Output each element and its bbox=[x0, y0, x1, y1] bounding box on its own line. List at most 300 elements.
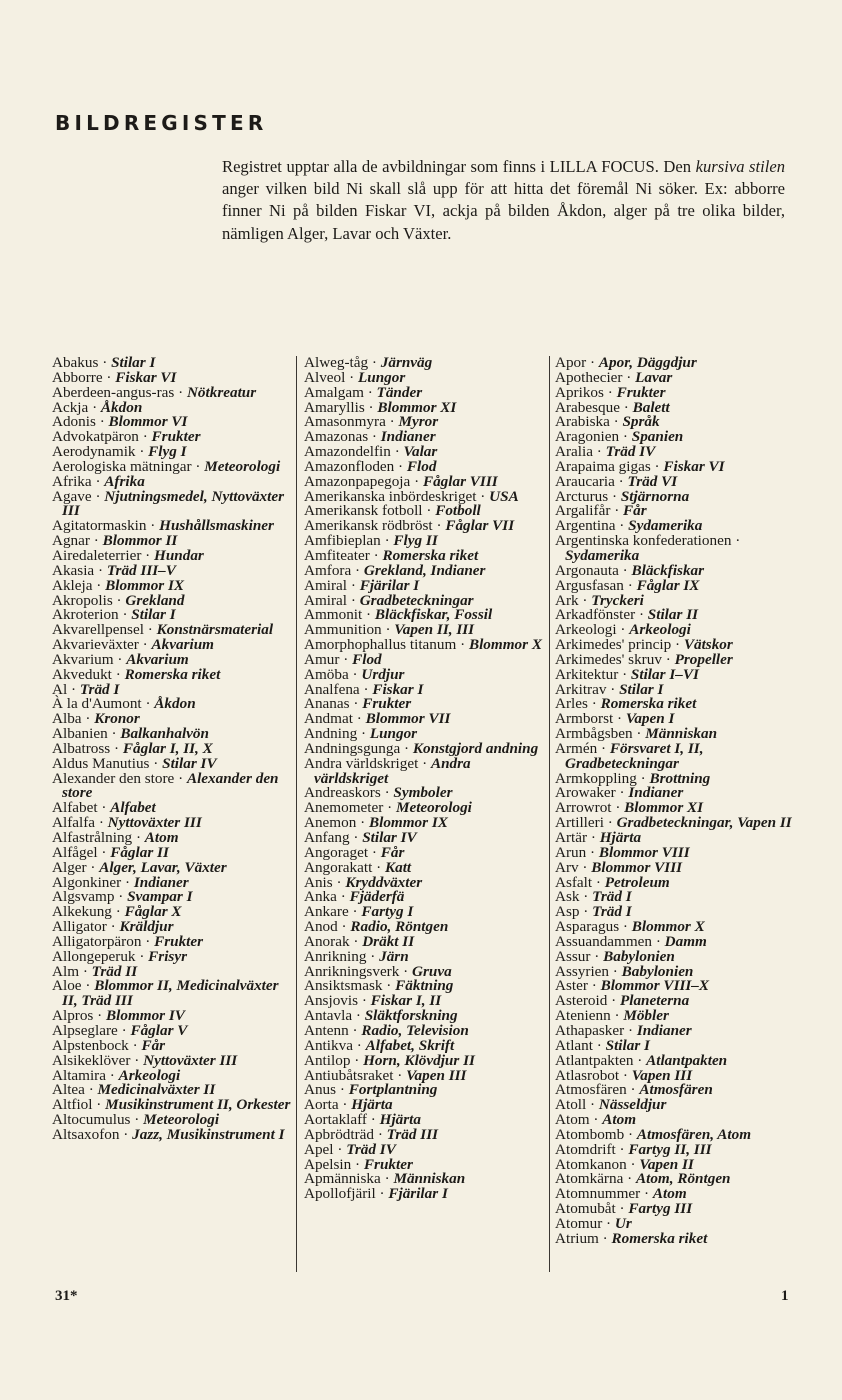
entry-picture-reference: Kräldjur bbox=[119, 918, 174, 936]
entry-separator: · bbox=[336, 1081, 349, 1099]
entry-picture-reference: Vapen II bbox=[639, 1155, 694, 1173]
entry-separator: · bbox=[143, 621, 157, 639]
entry-picture-reference: Åkdon bbox=[100, 398, 143, 416]
entry-picture-reference: Får bbox=[623, 502, 647, 520]
entry-term: Andningsgunga bbox=[304, 739, 401, 757]
entry-separator: · bbox=[652, 932, 665, 950]
entry-term: Assur bbox=[555, 947, 591, 965]
entry-separator: · bbox=[351, 561, 364, 579]
entry-term: Artilleri bbox=[555, 814, 604, 832]
index-entry bbox=[52, 1125, 292, 1143]
entry-separator: · bbox=[375, 1185, 389, 1203]
entry-picture-reference: Frisyr bbox=[148, 947, 187, 965]
entry-picture-reference: Fåglar V bbox=[130, 1021, 188, 1039]
entry-separator: · bbox=[587, 829, 600, 846]
entry-term: Aortaklaff bbox=[304, 1111, 367, 1129]
entry-picture-reference: Träd I bbox=[592, 903, 632, 921]
entry-picture-reference: Andra världskriget bbox=[314, 754, 471, 787]
entry-separator: · bbox=[345, 368, 358, 386]
entry-term: Amaryllis bbox=[304, 398, 365, 416]
entry-separator: · bbox=[138, 428, 152, 446]
entry-term: Aerologiska mätningar bbox=[52, 457, 192, 475]
entry-picture-reference: Får bbox=[380, 843, 405, 861]
entry-term: Arles bbox=[555, 695, 588, 713]
entry-separator: · bbox=[92, 1096, 106, 1114]
entry-term: Antenn bbox=[304, 1021, 349, 1039]
entry-term: Amazonas bbox=[304, 428, 369, 446]
entry-term: Aster bbox=[555, 977, 588, 995]
entry-term: Alger bbox=[52, 858, 87, 876]
entry-separator: · bbox=[106, 918, 120, 936]
entry-separator: · bbox=[347, 591, 360, 609]
entry-separator: · bbox=[410, 472, 423, 490]
entry-separator: · bbox=[349, 829, 363, 846]
entry-picture-reference: Hushållsmaskiner bbox=[159, 517, 274, 535]
entry-picture-reference: Svampar I bbox=[127, 888, 193, 906]
entry-term: Ammonit bbox=[304, 606, 363, 624]
entry-picture-reference: Hjärta bbox=[599, 829, 642, 846]
entry-term: Altocumulus bbox=[52, 1111, 131, 1129]
entry-picture-reference: Stilar I bbox=[111, 354, 156, 371]
entry-separator: · bbox=[107, 725, 121, 743]
entry-term: Amfibieplan bbox=[304, 532, 381, 550]
entry-separator: · bbox=[731, 532, 741, 550]
entry-separator: · bbox=[619, 1066, 632, 1084]
entry-picture-reference: Kryddväxter bbox=[345, 873, 423, 891]
entry-picture-reference: Katt bbox=[384, 858, 412, 876]
entry-separator: · bbox=[607, 992, 620, 1010]
entry-separator: · bbox=[352, 710, 366, 728]
entry-term: Atlant bbox=[555, 1036, 593, 1054]
entry-term: Airedaleterrier bbox=[52, 546, 142, 564]
entry-separator: · bbox=[374, 1125, 387, 1143]
entry-picture-reference: Frukter bbox=[154, 932, 204, 950]
entry-separator: · bbox=[149, 754, 163, 772]
entry-separator: · bbox=[84, 1081, 98, 1099]
entry-separator: · bbox=[348, 1021, 362, 1039]
entry-picture-reference: Fäktning bbox=[395, 977, 454, 995]
entry-picture-reference: Myror bbox=[398, 413, 439, 431]
entry-term: Atmosfären bbox=[555, 1081, 627, 1099]
entry-term: Amasonmyra bbox=[304, 413, 386, 431]
entry-separator: · bbox=[95, 413, 109, 431]
entry-picture-reference: Blommor X bbox=[631, 918, 705, 936]
entry-picture-reference: Vapen III bbox=[406, 1066, 467, 1084]
entry-separator: · bbox=[640, 1185, 653, 1203]
entry-picture-reference: Fiskar VI bbox=[115, 368, 177, 386]
entry-term: Aragonien bbox=[555, 428, 620, 446]
entry-term: Argonauta bbox=[555, 561, 619, 579]
entry-separator: · bbox=[609, 962, 622, 980]
entry-term: Arabiska bbox=[555, 413, 610, 431]
entry-picture-reference: Stilar IV bbox=[162, 754, 217, 772]
entry-separator: · bbox=[105, 1066, 119, 1084]
entry-separator: · bbox=[67, 680, 80, 698]
entry-term: Andra världskriget bbox=[304, 754, 419, 772]
entry-separator: · bbox=[619, 918, 632, 936]
entry-picture-reference: Lungor bbox=[358, 368, 406, 386]
entry-picture-reference: Försvaret I, II, Gradbeteckningar bbox=[565, 739, 704, 772]
entry-term: Amiral bbox=[304, 591, 348, 609]
entry-term: Alligatorpäron bbox=[52, 932, 142, 950]
entry-separator: · bbox=[97, 843, 111, 861]
entry-separator: · bbox=[432, 517, 446, 535]
entry-picture-reference: Romerska riket bbox=[382, 546, 479, 564]
entry-separator: · bbox=[586, 1096, 599, 1114]
entry-separator: · bbox=[587, 695, 601, 713]
entry-term: Armén bbox=[555, 739, 598, 757]
entry-term: Altamira bbox=[52, 1066, 106, 1084]
entry-separator: · bbox=[94, 561, 107, 579]
entry-picture-reference: Valar bbox=[403, 443, 438, 461]
entry-separator: · bbox=[366, 947, 380, 965]
page-title: BILDREGISTER bbox=[55, 111, 268, 135]
entry-separator: · bbox=[592, 443, 606, 461]
entry-term: Arcturus bbox=[555, 487, 609, 505]
entry-picture-reference: Atom bbox=[144, 829, 179, 846]
entry-separator: · bbox=[603, 383, 617, 401]
entry-separator: · bbox=[359, 680, 373, 698]
entry-picture-reference: Atlantpakten bbox=[646, 1051, 728, 1069]
entry-term: Argalifår bbox=[555, 502, 611, 520]
entry-term: Arkitektur bbox=[555, 665, 619, 683]
entry-separator: · bbox=[456, 636, 469, 654]
entry-picture-reference: Meteorologi bbox=[204, 457, 281, 475]
entry-picture-reference: Atom bbox=[602, 1111, 637, 1129]
index-entry bbox=[52, 979, 292, 1009]
entry-separator: · bbox=[635, 606, 648, 624]
entry-term: Arkitrav bbox=[555, 680, 607, 698]
entry-picture-reference: Babylonien bbox=[621, 962, 694, 980]
entry-separator: · bbox=[130, 1051, 144, 1069]
entry-separator: · bbox=[385, 413, 399, 431]
entry-separator: · bbox=[586, 354, 599, 371]
entry-term: Aberdeen-angus-ras bbox=[52, 383, 175, 401]
entry-term: Adonis bbox=[52, 413, 96, 431]
entry-separator: · bbox=[191, 457, 205, 475]
entry-separator: · bbox=[174, 769, 187, 787]
entry-separator: · bbox=[609, 413, 623, 431]
entry-picture-reference: Frukter bbox=[616, 383, 666, 401]
entry-separator: · bbox=[633, 1051, 647, 1069]
entry-term: Apel bbox=[304, 1140, 334, 1158]
entry-term: À la d'Aumont bbox=[52, 695, 142, 713]
entry-term: Alm bbox=[52, 962, 80, 980]
entry-picture-reference: USA bbox=[489, 487, 519, 505]
entry-separator: · bbox=[586, 843, 599, 861]
entry-term: Atomkärna bbox=[555, 1170, 624, 1188]
entry-picture-reference: Propeller bbox=[674, 650, 733, 668]
entry-picture-reference: Planeterna bbox=[619, 992, 690, 1010]
entry-separator: · bbox=[380, 784, 394, 802]
entry-term: Algsvamp bbox=[52, 888, 115, 906]
entry-separator: · bbox=[141, 546, 155, 564]
entry-term: Abborre bbox=[52, 368, 103, 386]
entry-picture-reference: Stjärnorna bbox=[620, 487, 690, 505]
entry-separator: · bbox=[590, 947, 604, 965]
entry-picture-reference: Balett bbox=[632, 398, 670, 416]
entry-picture-reference: Frukter bbox=[362, 695, 412, 713]
entry-term: Akropolis bbox=[52, 591, 113, 609]
entry-separator: · bbox=[348, 665, 362, 683]
entry-picture-reference: Atom, Röntgen bbox=[635, 1170, 731, 1188]
entry-term: Akvarieväxter bbox=[52, 636, 139, 654]
entry-picture-reference: Grekland, Indianer bbox=[363, 561, 486, 579]
entry-separator: · bbox=[114, 888, 128, 906]
entry-picture-reference: Fiskar I bbox=[372, 680, 424, 698]
entry-picture-reference: Damm bbox=[664, 932, 707, 950]
entry-term: Antavla bbox=[304, 1007, 353, 1025]
entry-term: Akleja bbox=[52, 576, 93, 594]
entry-term: Arun bbox=[555, 843, 587, 861]
entry-separator: · bbox=[86, 858, 100, 876]
entry-separator: · bbox=[88, 398, 101, 416]
entry-separator: · bbox=[597, 739, 610, 757]
entry-term: Amerikansk rödbröst bbox=[304, 517, 433, 535]
entry-separator: · bbox=[332, 873, 346, 891]
entry-picture-reference: Blommor VIII–X bbox=[600, 977, 710, 995]
entry-separator: · bbox=[579, 888, 593, 906]
entry-picture-reference: Alger, Lavar, Växter bbox=[99, 858, 227, 876]
entry-picture-reference: Fartyg II, III bbox=[628, 1140, 712, 1158]
entry-picture-reference: Tryckeri bbox=[591, 591, 644, 609]
entry-term: Apollofjäril bbox=[304, 1185, 376, 1203]
entry-separator: · bbox=[372, 858, 385, 876]
entry-separator: · bbox=[476, 487, 490, 505]
entry-picture-reference: Stilar I bbox=[619, 680, 664, 698]
entry-term: Atlasrobot bbox=[555, 1066, 620, 1084]
entry-separator: · bbox=[146, 517, 160, 535]
entry-picture-reference: Bläckfiskar bbox=[631, 561, 705, 579]
entry-separator: · bbox=[418, 754, 431, 772]
entry-term: Agave bbox=[52, 487, 92, 505]
entry-term: Anfang bbox=[304, 829, 350, 846]
entry-separator: · bbox=[578, 858, 592, 876]
entry-picture-reference: Flyg I bbox=[148, 443, 187, 461]
index-column-2 bbox=[304, 356, 547, 1202]
entry-term: Anrikningsverk bbox=[304, 962, 400, 980]
entry-picture-reference: Njutningsmedel, Nyttoväxter III bbox=[62, 487, 285, 520]
entry-picture-reference: Radio, Röntgen bbox=[350, 918, 449, 936]
entry-separator: · bbox=[112, 591, 126, 609]
entry-picture-reference: Afrika bbox=[104, 472, 145, 490]
entry-term: Ask bbox=[555, 888, 580, 906]
entry-term: Angorakatt bbox=[304, 858, 373, 876]
entry-separator: · bbox=[368, 843, 381, 861]
entry-term: Asfalt bbox=[555, 873, 593, 891]
entry-picture-reference: Arkeologi bbox=[118, 1066, 181, 1084]
entry-picture-reference: Fortplantning bbox=[348, 1081, 438, 1099]
entry-separator: · bbox=[111, 903, 125, 921]
entry-picture-reference: Blommor X bbox=[468, 636, 542, 654]
entry-picture-reference: Alexander den store bbox=[62, 769, 279, 802]
entry-separator: · bbox=[602, 1214, 615, 1232]
entry-separator: · bbox=[89, 532, 103, 550]
entry-picture-reference: Blommor VII bbox=[365, 710, 451, 728]
entry-term: Apbrödträd bbox=[304, 1125, 375, 1143]
entry-picture-reference: Dräkt II bbox=[362, 932, 415, 950]
entry-term: Aorta bbox=[304, 1096, 339, 1114]
entry-picture-reference: Fiskar VI bbox=[663, 457, 725, 475]
entry-separator: · bbox=[351, 1155, 364, 1173]
entry-term: Araucaria bbox=[555, 472, 615, 490]
entry-picture-reference: Nyttoväxter III bbox=[143, 1051, 238, 1069]
entry-term: Antiubåtsraket bbox=[304, 1066, 394, 1084]
entry-term: Alexander den store bbox=[52, 769, 175, 787]
column-divider bbox=[549, 356, 550, 1272]
entry-term: Aloe bbox=[52, 977, 82, 995]
entry-term: Arv bbox=[555, 858, 579, 876]
entry-picture-reference: Stilar I–VI bbox=[630, 665, 699, 683]
entry-separator: · bbox=[619, 428, 632, 446]
entry-term: Antikva bbox=[304, 1036, 353, 1054]
entry-term: Apelsin bbox=[304, 1155, 352, 1173]
entry-picture-reference: Lungor bbox=[369, 725, 418, 743]
entry-picture-reference: Indianer bbox=[628, 784, 684, 802]
entry-separator: · bbox=[95, 814, 108, 832]
entry-term: Arkadfönster bbox=[555, 606, 636, 624]
entry-term: Antilop bbox=[304, 1051, 351, 1069]
entry-term: Atomdrift bbox=[555, 1140, 616, 1158]
entry-separator: · bbox=[622, 368, 636, 386]
entry-separator: · bbox=[356, 814, 369, 832]
entry-separator: · bbox=[368, 428, 381, 446]
entry-term: Atenienn bbox=[555, 1007, 611, 1025]
entry-separator: · bbox=[390, 443, 404, 461]
entry-picture-reference: Fåglar IX bbox=[636, 576, 700, 594]
entry-picture-reference: Meteorologi bbox=[395, 799, 472, 817]
entry-separator: · bbox=[348, 903, 362, 921]
entry-separator: · bbox=[608, 487, 621, 505]
entry-picture-reference: Blommor IX bbox=[368, 814, 448, 832]
entry-picture-reference: Horn, Klövdjur II bbox=[363, 1051, 475, 1069]
entry-picture-reference: Fåglar VII bbox=[445, 517, 515, 535]
entry-picture-reference: Flyg II bbox=[393, 532, 438, 550]
entry-picture-reference: Träd II bbox=[91, 962, 138, 980]
entry-term: Asparagus bbox=[555, 918, 620, 936]
entry-picture-reference: Släktforskning bbox=[364, 1007, 458, 1025]
entry-picture-reference: Balkanhalvön bbox=[120, 725, 209, 743]
entry-separator: · bbox=[128, 1036, 142, 1054]
entry-picture-reference: Indianer bbox=[380, 428, 436, 446]
entry-picture-reference: Järn bbox=[379, 947, 409, 965]
entry-term: Alkekung bbox=[52, 903, 112, 921]
entry-separator: · bbox=[623, 576, 637, 594]
entry-separator: · bbox=[352, 1007, 365, 1025]
entry-picture-reference: Frukter bbox=[151, 428, 201, 446]
entry-term: Artär bbox=[555, 829, 588, 846]
entry-term: Aerodynamik bbox=[52, 443, 136, 461]
entry-separator: · bbox=[382, 977, 396, 995]
entry-picture-reference: Atmosfären, Atom bbox=[636, 1125, 752, 1143]
entry-picture-reference: Fartyg I bbox=[361, 903, 414, 921]
entry-picture-reference: Romerska riket bbox=[600, 695, 697, 713]
entry-separator: · bbox=[336, 888, 350, 906]
intro-paragraph bbox=[222, 156, 785, 245]
entry-term: Ansiktsmask bbox=[304, 977, 383, 995]
entry-separator: · bbox=[422, 502, 436, 520]
entry-term: Ammunition bbox=[304, 621, 382, 639]
index-entry bbox=[304, 754, 547, 787]
entry-picture-reference: Brottning bbox=[649, 769, 711, 787]
entry-picture-reference: Stilar II bbox=[647, 606, 699, 624]
entry-picture-reference: Vapen II, III bbox=[394, 621, 475, 639]
entry-picture-reference: Nötkreatur bbox=[186, 383, 257, 401]
entry-term: Amorphophallus titanum bbox=[304, 636, 457, 654]
entry-picture-reference: Blommor IX bbox=[105, 576, 185, 594]
entry-term: Algonkiner bbox=[52, 873, 122, 891]
entry-separator: · bbox=[93, 1007, 106, 1025]
entry-separator: · bbox=[615, 1200, 629, 1218]
intro-emphasis: kursiva stilen bbox=[695, 157, 785, 176]
entry-separator: · bbox=[650, 457, 664, 475]
entry-separator: · bbox=[579, 903, 593, 921]
entry-picture-reference: Järnväg bbox=[380, 354, 433, 371]
entry-picture-reference: Frukter bbox=[363, 1155, 413, 1173]
page-marker-left: 31* bbox=[55, 1288, 78, 1304]
entry-picture-reference: Flod bbox=[352, 650, 382, 668]
entry-picture-reference: Blommor II bbox=[102, 532, 178, 550]
entry-picture-reference: Blommor XI bbox=[624, 799, 704, 817]
entry-separator: · bbox=[369, 546, 383, 564]
entry-picture-reference: Gradbeteckningar, Vapen II bbox=[616, 814, 792, 832]
entry-separator: · bbox=[91, 472, 105, 490]
entry-separator: · bbox=[366, 1111, 380, 1129]
entry-picture-reference: Fiskar I, II bbox=[370, 992, 442, 1010]
entry-term: Argusfasan bbox=[555, 576, 624, 594]
entry-term: Alfalfa bbox=[52, 814, 96, 832]
entry-picture-reference: Hjärta bbox=[351, 1096, 393, 1114]
entry-separator: · bbox=[111, 665, 125, 683]
entry-separator: · bbox=[102, 368, 116, 386]
entry-separator: · bbox=[135, 443, 149, 461]
entry-term: Anka bbox=[304, 888, 337, 906]
entry-picture-reference: Alfabet bbox=[110, 799, 156, 817]
entry-picture-reference: Blommor VIII bbox=[591, 858, 683, 876]
entry-separator: · bbox=[363, 383, 377, 401]
entry-separator: · bbox=[91, 487, 105, 505]
entry-separator: · bbox=[362, 606, 375, 624]
entry-term: Alpros bbox=[52, 1007, 94, 1025]
entry-picture-reference: Musikinstrument II, Orkester bbox=[105, 1096, 291, 1114]
entry-term: Alweg-tåg bbox=[304, 354, 369, 371]
entry-separator: · bbox=[380, 1170, 394, 1188]
entry-picture-reference: Kronor bbox=[94, 710, 140, 728]
entry-separator: · bbox=[614, 472, 628, 490]
entry-term: Arkimedes' skruv bbox=[555, 650, 662, 668]
entry-term: Agitatormaskin bbox=[52, 517, 147, 535]
entry-term: Afrika bbox=[52, 472, 92, 490]
entry-separator: · bbox=[338, 1096, 352, 1114]
entry-term: Albanien bbox=[52, 725, 108, 743]
entry-separator: · bbox=[347, 576, 360, 594]
entry-separator: · bbox=[352, 1036, 366, 1054]
entry-term: Amazonpapegoja bbox=[304, 472, 411, 490]
entry-term: Anod bbox=[304, 918, 338, 936]
entry-picture-reference: Blommor VIII bbox=[598, 843, 690, 861]
entry-term: Argentinska konfederationen bbox=[555, 532, 732, 550]
entry-term: Alveol bbox=[304, 368, 346, 386]
entry-separator: · bbox=[81, 710, 95, 728]
entry-picture-reference: Fjärilar I bbox=[388, 1185, 448, 1203]
intro-text-1: Registret upptar alla de avbildningar som finns i LILLA FOCUS. Den bbox=[222, 157, 696, 176]
index-entry bbox=[555, 534, 805, 564]
entry-term: Aprikos bbox=[555, 383, 604, 401]
entry-separator: · bbox=[611, 799, 625, 817]
entry-picture-reference: Får bbox=[141, 1036, 166, 1054]
entry-term: Alfastrålning bbox=[52, 829, 133, 846]
entry-picture-reference: Symboler bbox=[393, 784, 453, 802]
